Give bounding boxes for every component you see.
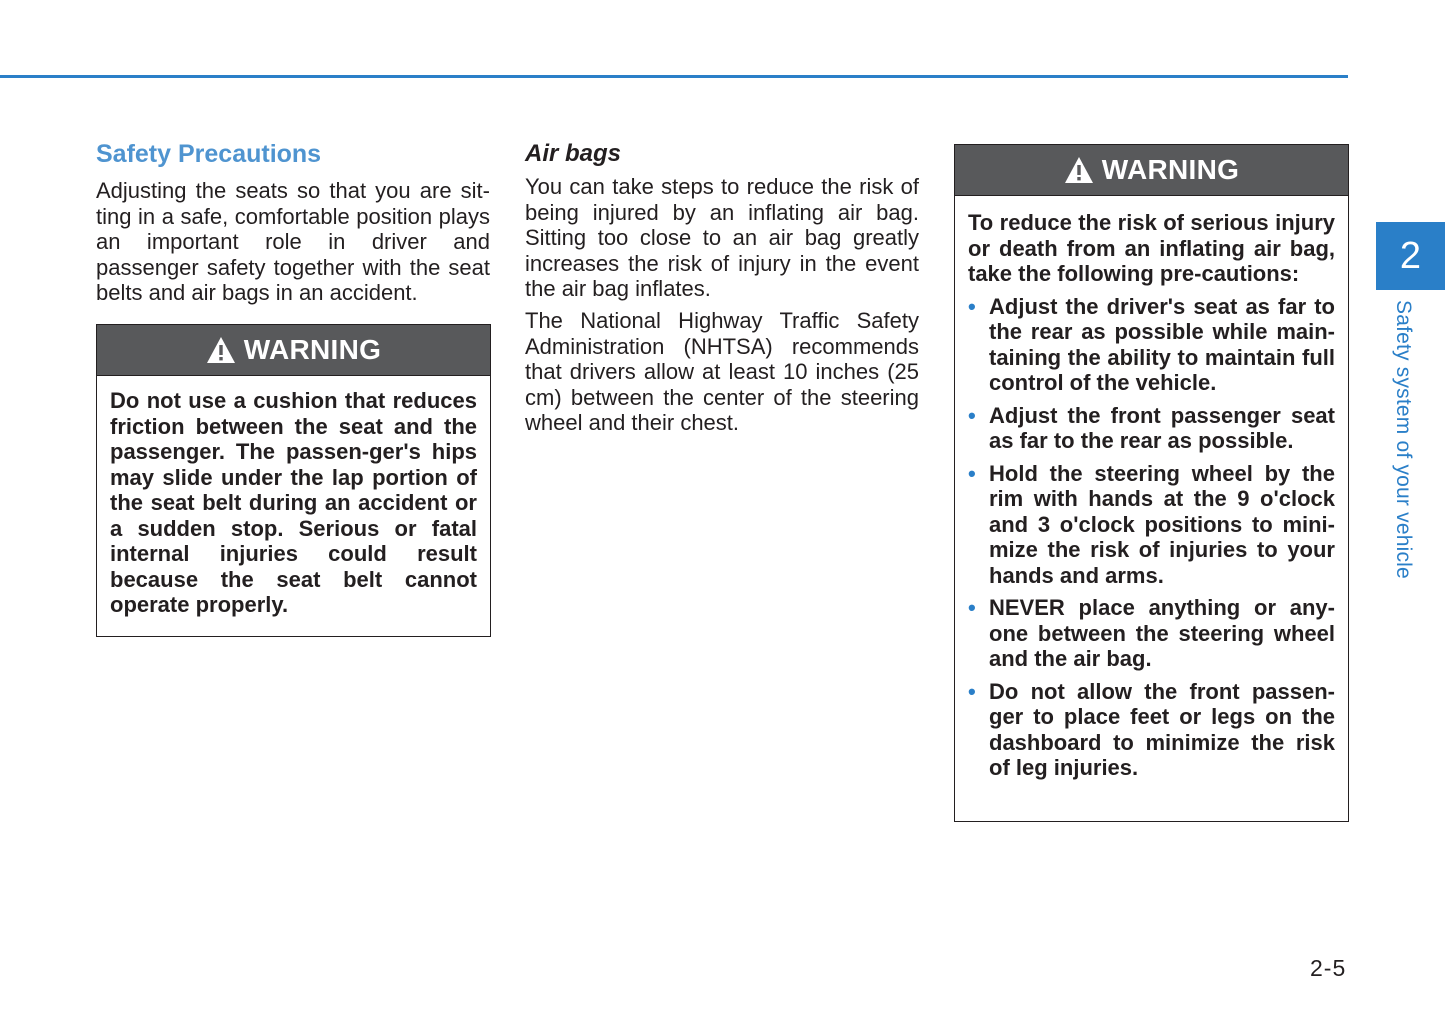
intro-paragraph: Adjusting the seats so that you are sit-ting in a safe, comfortable position plays an important role in driver and passenger safety together with the seat belts and air bags in an accident. — [96, 178, 490, 305]
warning-triangle-icon — [1064, 156, 1094, 184]
bullet-icon: • — [968, 293, 976, 319]
list-item — [968, 461, 1335, 589]
bullet-icon: • — [968, 460, 976, 486]
bullet-icon: • — [968, 678, 976, 704]
list-item-text: NEVER place anything or any-one between the steering wheel and the air bag. — [989, 595, 1335, 671]
list-item-text: Do not allow the front passen-ger to place feet or legs on the dashboard to minimize the risk of leg injuries. — [989, 678, 1335, 780]
warning-header — [97, 325, 490, 376]
warning-intro: To reduce the risk of serious injury or death from an inflating air bag, take the following pre-cautions: — [968, 210, 1335, 286]
chapter-label: Safety system of your vehicle — [1392, 300, 1415, 579]
list-item — [968, 679, 1335, 781]
list-item-text: Hold the steering wheel by the rim with hands at the 9 o'clock and 3 o'clock positions to mini-mize the risk of injuries to your hands and arms. — [989, 460, 1335, 588]
list-item — [968, 595, 1335, 672]
warning-header — [955, 145, 1348, 196]
bullet-icon: • — [968, 595, 976, 620]
airbag-paragraph-1: You can take steps to reduce the risk of being injured by an inflating air bag. Sitting too close to an air bag greatly increases the risk of injury in the event the air bag inflates. — [525, 174, 919, 301]
list-item-text: Adjust the driver's seat as far to the rear as possible while main-taining the ability to maintain full control of the vehicle. — [989, 293, 1335, 395]
list-item — [968, 403, 1335, 454]
warning-content — [955, 196, 1348, 802]
airbag-warning-box — [954, 144, 1349, 822]
warning-triangle-icon — [206, 336, 236, 364]
page-number: 2-5 — [1310, 955, 1347, 981]
warning-text: Do not use a cushion that reduces friction between the seat and the passenger. The passen-ger's hips may slide under the lap portion of the seat belt during an accident or a sudden stop. Serious or fatal internal injuries could result because the seat belt cannot operate properly. — [110, 388, 477, 617]
list-item — [968, 294, 1335, 396]
chapter-tab: 2 — [1376, 222, 1445, 290]
cushion-warning-box — [96, 324, 491, 637]
list-item-text: Adjust the front passenger seat as far to the rear as possible. — [989, 402, 1335, 453]
header-rule — [0, 75, 1348, 78]
warning-label: WARNING — [1101, 154, 1240, 185]
warning-label: WARNING — [243, 334, 382, 365]
airbag-paragraph-2: The National Highway Traffic Safety Administration (NHTSA) recommends that drivers allow at least 10 inches (25 cm) between the center of the steering wheel and their chest. — [525, 308, 919, 435]
precaution-list — [968, 294, 1335, 781]
bullet-icon: • — [968, 402, 976, 428]
section-title: Safety Precautions — [96, 140, 322, 168]
subsection-title: Air bags — [525, 140, 622, 167]
